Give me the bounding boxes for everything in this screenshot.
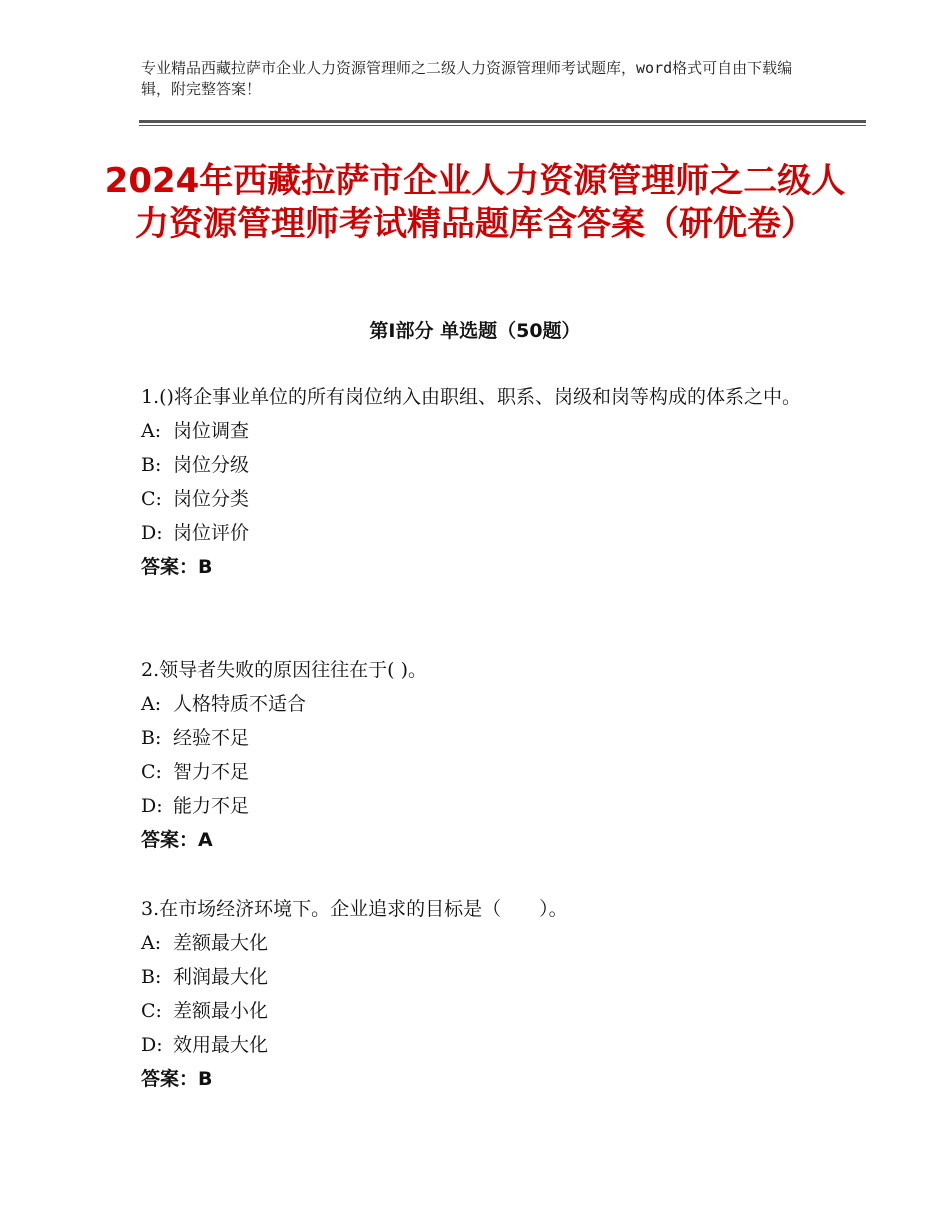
option-b [141,960,821,994]
question-stem: 2.领导者失败的原因往往在于( )。 [141,659,427,681]
question-stem: 3.在市场经济环境下。企业追求的目标是（ ）。 [141,898,568,920]
section-heading: 第Ⅰ部分 单选题（50题） [369,320,581,342]
option-text: 岗位分级 [173,454,250,476]
question-1 [141,380,821,584]
option-letter: C: [141,1000,162,1022]
option-letter: D: [141,522,163,544]
answer-label: 答案：B [141,1068,213,1090]
question-stem: 1.()将企事业单位的所有岗位纳入由职组、职系、岗级和岗等构成的体系之中。 [141,386,801,408]
option-d [141,1028,821,1062]
option-text: 岗位调查 [173,420,250,442]
option-letter: B: [141,454,162,476]
option-letter: A: [141,420,162,442]
option-letter: D: [141,795,163,817]
option-text: 能力不足 [173,795,250,817]
option-b [141,448,821,482]
option-b [141,721,821,755]
option-letter: C: [141,761,162,783]
option-letter: B: [141,966,162,988]
option-text: 岗位分类 [173,488,250,510]
option-text: 经验不足 [173,727,250,749]
option-text: 差额最小化 [173,1000,269,1022]
option-d [141,516,821,550]
header-rule [139,120,866,123]
answer-label: 答案：A [141,829,213,851]
option-letter: D: [141,1034,163,1056]
option-a [141,687,821,721]
option-text: 岗位评价 [173,522,250,544]
option-letter: A: [141,932,162,954]
option-a [141,414,821,448]
option-letter: B: [141,727,162,749]
option-letter: A: [141,693,162,715]
answer-label: 答案：B [141,556,213,578]
header-note: 专业精品西藏拉萨市企业人力资源管理师之二级人力资源管理师考试题库，word格式可自由下载编辑，附完整答案！ [141,59,793,98]
option-c [141,482,821,516]
option-c [141,994,821,1028]
document-title: 2024年西藏拉萨市企业人力资源管理师之二级人力资源管理师考试精品题库含答案（研优卷） [104,161,846,244]
question-3 [141,892,821,1096]
option-text: 差额最大化 [173,932,269,954]
option-a [141,926,821,960]
option-c [141,755,821,789]
option-d [141,789,821,823]
option-text: 智力不足 [173,761,250,783]
question-2 [141,653,821,857]
option-text: 效用最大化 [173,1034,269,1056]
option-text: 利润最大化 [173,966,269,988]
header-rule-thin [139,125,866,126]
option-text: 人格特质不适合 [173,693,307,715]
option-letter: C: [141,488,162,510]
